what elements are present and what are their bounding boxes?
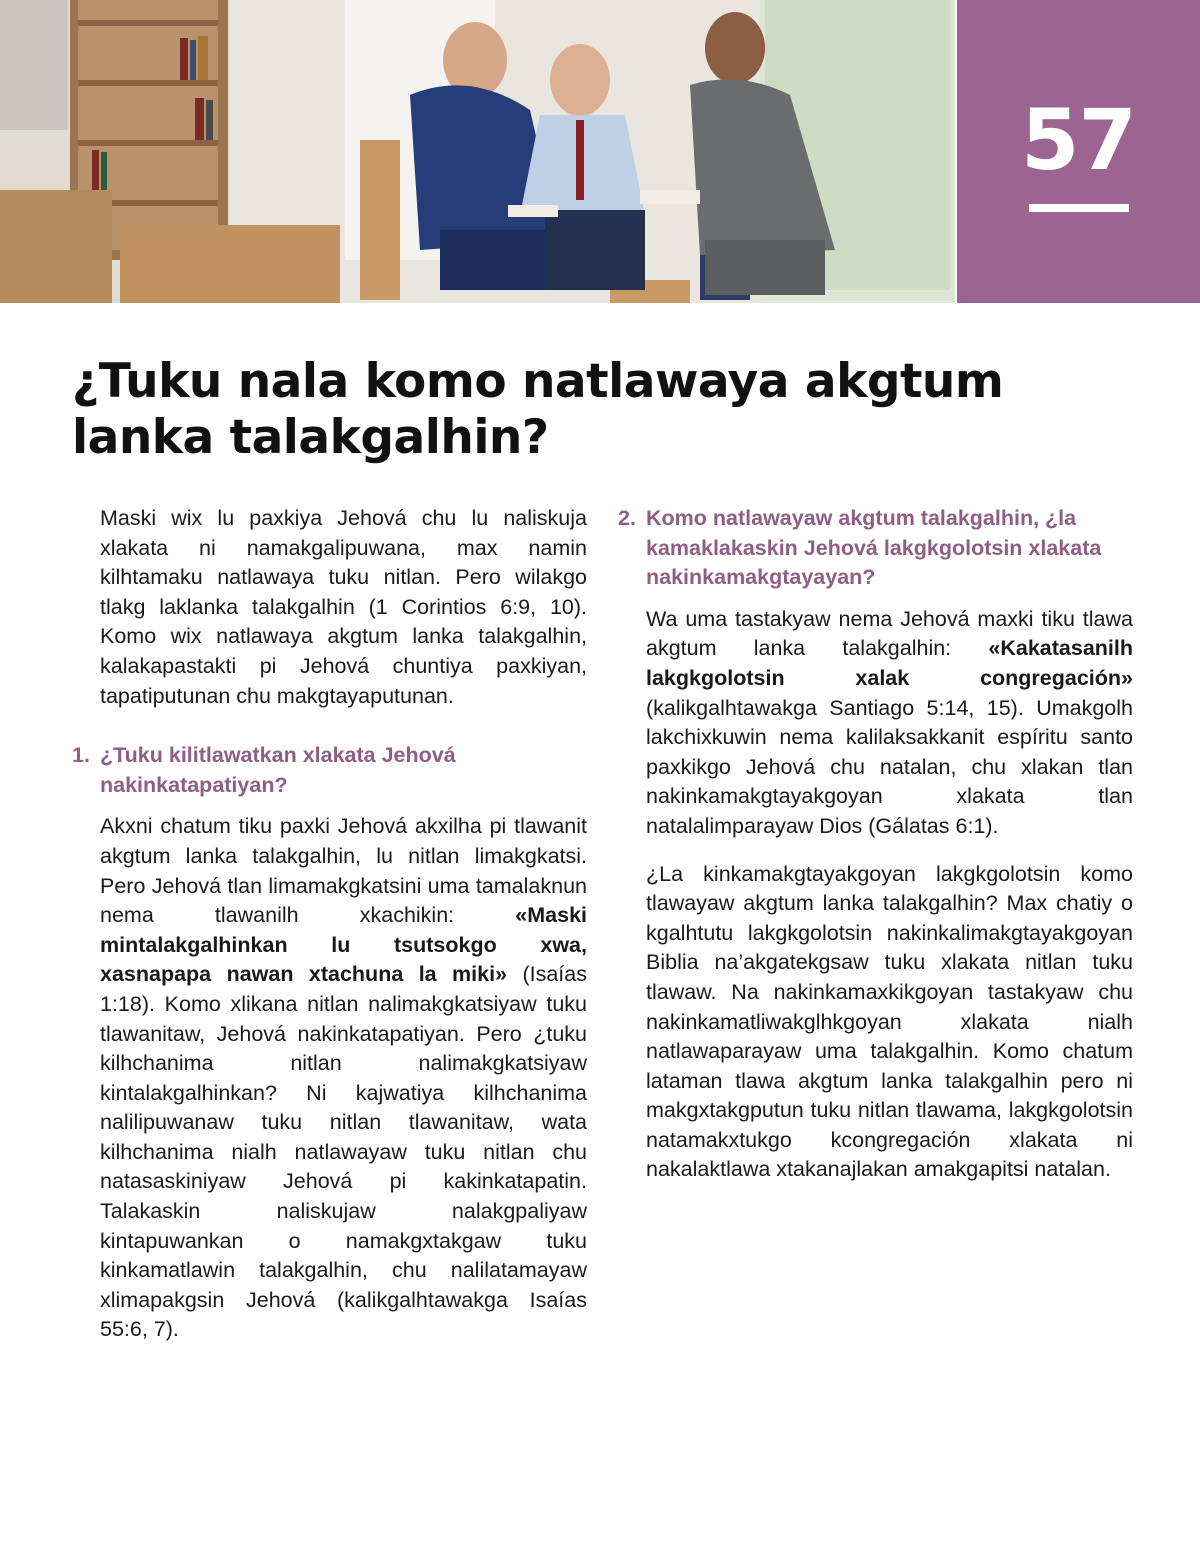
hero-photo (0, 0, 955, 303)
answer-1-text-after: (Isaías 1:18). Komo xlikana nitlan nalimakgkatsiyaw tuku tlawanitaw, Jehová nakinkatapatiyan. Pero ¿tuku kilhchanima nitlan nalimakgkatsiyaw kintalakgalhinkan? Ni kajwatiya kilhchanima nalilipuwanaw tuku nitlan tlawanitaw, wata kilhchanima nialh natlawayaw tuku nitlan chu natasaskiniyaw Jehová pi kakinkatapatin. Talakaskin naliskujaw nalakgpaliyaw kintapuwankan o namakgxtakgaw tuku kinkamatlawin talakgalhin, chu nalilatamayaw xlimapakgsin Jehová (kalikgalhtawakga Isaías 55:6, 7). (100, 962, 587, 1342)
right-column (618, 504, 1133, 1203)
question-2-number: 2. (618, 506, 636, 530)
intro-paragraph: Maski wix lu paxkiya Jehová chu lu naliskuja xlakata ni namakgalipuwana, max namin kilhtamaku natlawaya tuku nitlan. Pero wilakgo tlakg laklanka talakgalhin (1 Corintios 6:9, 10). Komo wix natlawaya akgtum lanka talakgalhin, kalakapastakti pi Jehová chuntiya paxkiyan, tapatiputunan chu makgtayaputunan. (100, 506, 587, 708)
answer-1-text-before: Akxni chatum tiku paxki Jehová akxilha pi tlawanit akgtum lanka talakgalhin, lu nitlan limakgkatsi. Pero Jehová tlan limamakgkatsini uma tamalaknun nema tlawanilh xkachikin: (100, 814, 587, 928)
counseling-scene-illustration (0, 0, 955, 303)
question-1-text: ¿Tuku kilitlawatkan xlakata Jehová nakinkatapatiyan? (100, 743, 456, 797)
question-1-number: 1. (72, 743, 90, 768)
left-column (72, 504, 587, 1363)
answer-2-text-before: Wa uma tastakyaw nema Jehová maxki tiku tlawa akgtum lanka talakgalhin: (646, 606, 1133, 661)
question-1 (72, 741, 587, 800)
answer-1-quote: «Maski mintalakgalhinkan lu tsutsokgo xwa, xasnapapa nawan xtachuna la miki» (100, 903, 587, 987)
page-title: ¿Tuku nala komo natlawaya akgtum lanka talakgalhin? (72, 354, 1004, 465)
question-2 (618, 504, 1133, 593)
lesson-number-underline (1029, 204, 1129, 212)
lesson-number: 57 (1021, 91, 1136, 189)
answer-1-paragraph (100, 812, 587, 1345)
answer-2-paragraph-2: ¿La kinkamakgtayakgoyan lakgkgolotsin komo tlawayaw akgtum lanka talakgalhin? Max chatiy o kgalhtutu lakgkgolotsin nakinkalimakgtayakgoyan Biblia na’akgatekgsaw tuku xlakata nitlan tuku tlawaw. Na nakinkamaxkikgoyan tastakyaw chu nakinkamatliwakglhkgoyan xlakata nialh natlawaparayaw uma talakgalhin. Komo chatum lataman tlawa akgtum lanka talakgalhin pero ni makgxtakgputun tuku nitlan tlawama, lakgkgolotsin natamakxtukgo kcongregación xlakata ni nakalaktlawa xtakanajlakan amakgapitsi natalan. (646, 861, 1133, 1182)
answer-2-paragraph-1 (646, 605, 1133, 842)
answer-2-quote: «Kakatasanilh lakgkgolotsin xalak congregación» (646, 636, 1133, 690)
answer-2-text-after: (kalikgalhtawakga Santiago 5:14, 15). Umakgolh lakchixkuwin nema kalilaksakkanit espíritu santo paxkikgo Jehová chu natalan, chu xlakan tlan nakinkamakgtayakgoyan xlakata tlan natalalimparayaw Dios (Gálatas 6:1). (646, 695, 1133, 838)
question-2-text: Komo natlawayaw akgtum talakgalhin, ¿la kamaklakaskin Jehová lakgkgolotsin xlakata nakinkamakgtayayan? (646, 506, 1102, 590)
lesson-number-box (957, 0, 1200, 303)
